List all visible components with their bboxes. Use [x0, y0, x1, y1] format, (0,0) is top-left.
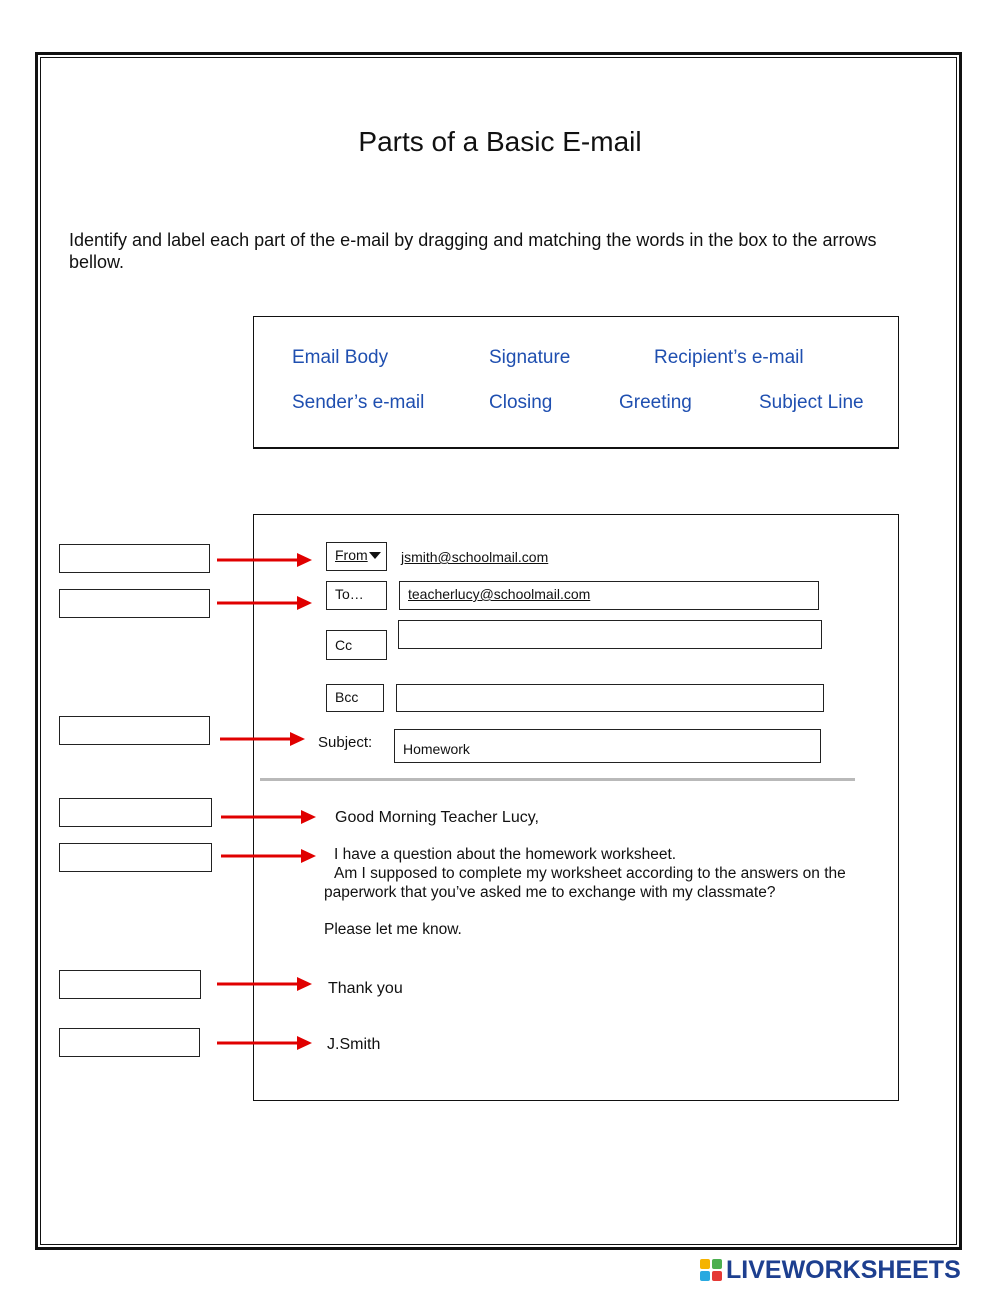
from-email: jsmith@schoolmail.com: [401, 549, 549, 565]
arrow-icon: [221, 846, 317, 866]
arrow-icon: [217, 593, 313, 613]
subject-field: [394, 729, 821, 763]
to-label: To…: [335, 586, 364, 602]
arrow-icon: [217, 550, 313, 570]
body-line-2: Am I supposed to complete my worksheet according to the answers on the: [334, 865, 846, 882]
brand-name: LIVEWORKSHEETS: [726, 1255, 961, 1284]
from-button: [326, 542, 387, 571]
answer-box-2[interactable]: [59, 589, 210, 618]
bcc-button: [326, 684, 384, 712]
word-senders-email[interactable]: Sender’s e-mail: [292, 392, 425, 413]
word-recipients-email[interactable]: Recipient’s e-mail: [654, 347, 804, 368]
body-line-4: Please let me know.: [324, 921, 462, 938]
cc-button: [326, 630, 387, 660]
word-bank: [253, 316, 899, 449]
liveworksheets-logo: [700, 1257, 961, 1283]
word-signature[interactable]: Signature: [489, 347, 571, 368]
to-email: teacherlucy@schoolmail.com: [408, 586, 591, 602]
answer-box-5[interactable]: [59, 843, 212, 872]
arrow-icon: [221, 807, 317, 827]
to-field: [399, 581, 819, 610]
chevron-down-icon: [369, 551, 381, 560]
greeting-text: Good Morning Teacher Lucy,: [335, 809, 539, 826]
word-greeting[interactable]: Greeting: [619, 392, 692, 413]
body-line-1: I have a question about the homework worksheet.: [334, 846, 677, 863]
answer-box-7[interactable]: [59, 1028, 200, 1057]
signature-text: J.Smith: [327, 1036, 381, 1053]
subject-value: Homework: [403, 741, 470, 757]
to-button: [326, 581, 387, 610]
arrow-icon: [220, 729, 306, 749]
answer-box-6[interactable]: [59, 970, 201, 999]
word-email-body[interactable]: Email Body: [292, 347, 389, 368]
word-closing[interactable]: Closing: [489, 392, 553, 413]
instructions: Identify and label each part of the e-mail by dragging and matching the words in the box to the arrows bellow.: [69, 230, 877, 272]
answer-box-3[interactable]: [59, 716, 210, 745]
bcc-label: Bcc: [335, 689, 359, 705]
header-separator: [260, 778, 855, 781]
logo-mark-icon: [700, 1259, 722, 1281]
answer-box-4[interactable]: [59, 798, 212, 827]
word-subject-line[interactable]: Subject Line: [759, 392, 864, 413]
answer-box-1[interactable]: [59, 544, 210, 573]
cc-field: [398, 620, 822, 649]
page-title: Parts of a Basic E-mail: [358, 126, 642, 157]
bcc-field: [396, 684, 824, 712]
from-label: From: [335, 547, 368, 563]
cc-label: Cc: [335, 637, 353, 653]
arrow-icon: [217, 1033, 313, 1053]
subject-label: Subject:: [318, 734, 373, 751]
arrow-icon: [217, 974, 313, 994]
body-line-3: paperwork that you’ve asked me to exchange with my classmate?: [324, 884, 776, 901]
closing-text: Thank you: [328, 980, 403, 997]
